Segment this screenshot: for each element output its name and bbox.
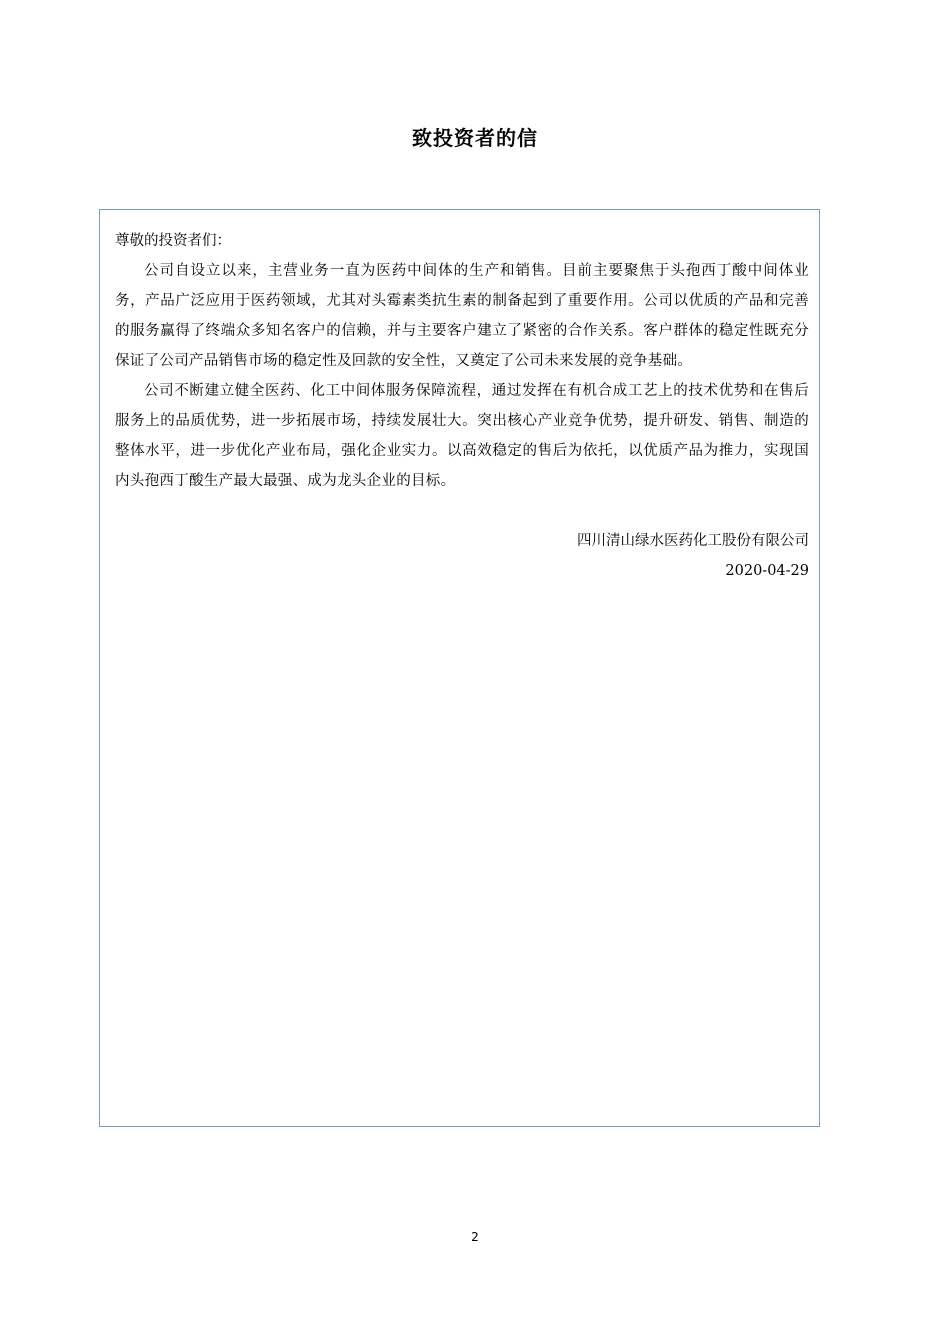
letter-paragraph-1: 公司自设立以来，主营业务一直为医药中间体的生产和销售。目前主要聚焦于头孢西丁酸中间体业务，产品广泛应用于医药领域，尤其对头霉素类抗生素的制备起到了重要作用。公司以优质的产品和完善的服务赢得了终端众多知名客户的信赖，并与主要客户建立了紧密的合作关系。客户群体的稳定性既充分保证了公司产品销售市场的稳定性及回款的安全性，又奠定了公司未来发展的竞争基础。	[115, 263, 809, 369]
page-number: 2	[471, 1230, 479, 1244]
letter-signature	[115, 526, 809, 586]
page-title: 致投资者的信	[412, 126, 538, 150]
letter-box	[99, 209, 820, 1127]
letter-content	[115, 226, 809, 586]
letter-paragraph-2: 公司不断建立健全医药、化工中间体服务保障流程，通过发挥在有机合成工艺上的技术优势和在售后服务上的品质优势，进一步拓展市场，持续发展壮大。突出核心产业竞争优势，提升研发、销售、制造的整体水平，进一步优化产业布局，强化企业实力。以高效稳定的售后为依托，以优质产品为推力，实现国内头孢西丁酸生产最大最强、成为龙头企业的目标。	[115, 383, 809, 489]
signature-date: 2020-04-29	[725, 563, 809, 579]
letter-salutation: 尊敬的投资者们：	[115, 233, 231, 249]
signature-company: 四川清山绿水医药化工股份有限公司	[577, 533, 809, 549]
